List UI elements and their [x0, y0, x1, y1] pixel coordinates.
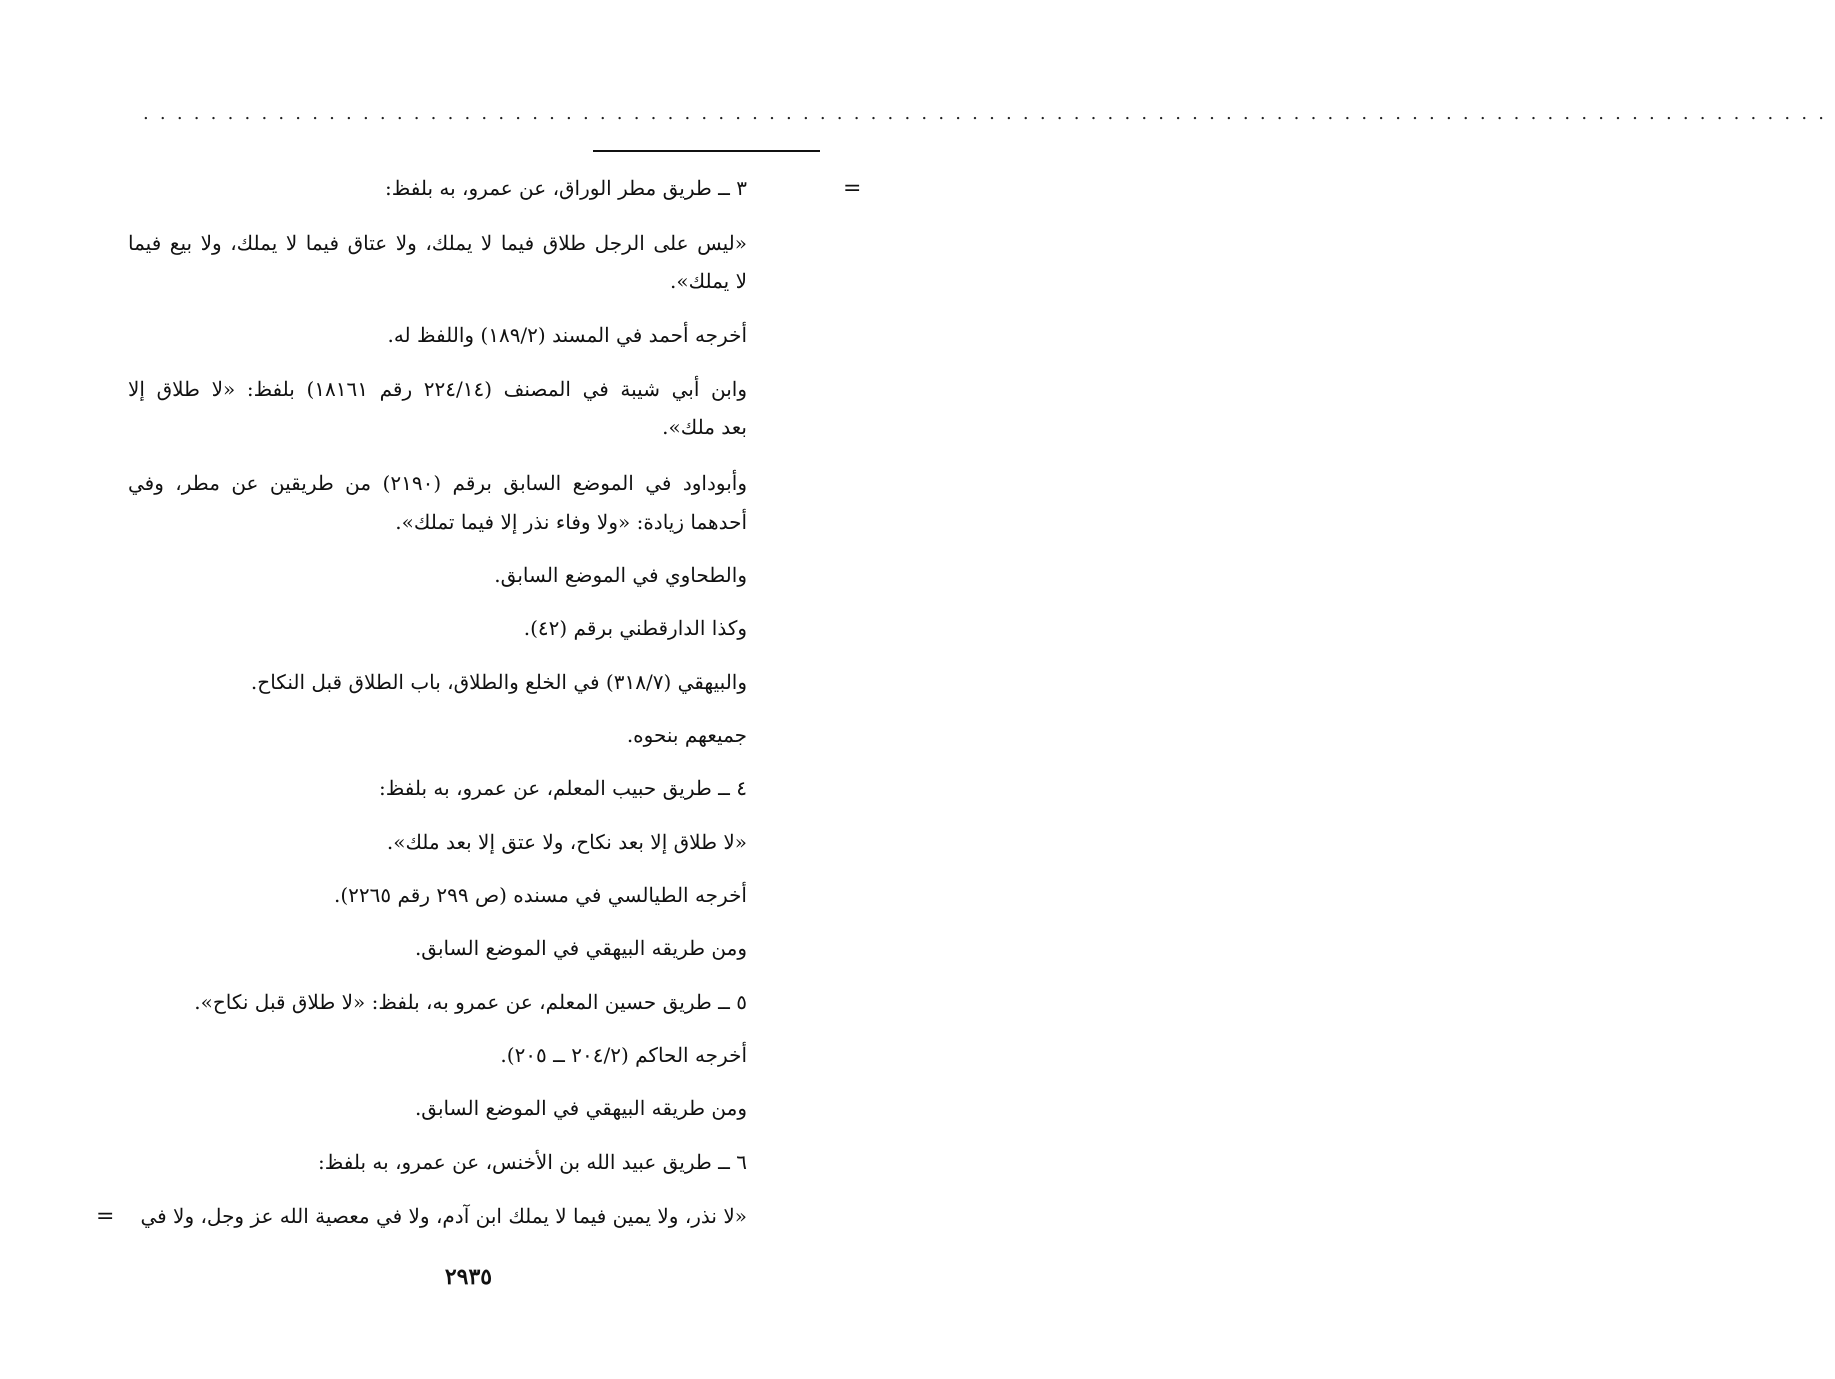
- text-line-3: لا يملك».: [670, 269, 747, 293]
- text-line-9: والطحاوي في الموضع السابق.: [494, 563, 747, 587]
- text-line-13: ٤ ــ طريق حبيب المعلم، عن عمرو، به بلفظ:: [379, 776, 747, 800]
- text-line-7: وأبوداود في الموضع السابق برقم (٢١٩٠) من طريقين عن مطر، وفي: [128, 471, 747, 495]
- text-line-4: أخرجه أحمد في المسند (١٨٩/٢) واللفظ له.: [387, 323, 747, 347]
- dotted-header-rule: ....................................................................................................: [143, 103, 1835, 124]
- text-line-10: وكذا الدارقطني برقم (٤٢).: [523, 616, 747, 640]
- text-line-15: أخرجه الطيالسي في مسنده (ص ٢٩٩ رقم ٢٢٦٥).: [333, 883, 747, 907]
- text-line-16: ومن طريقه البيهقي في الموضع السابق.: [414, 936, 747, 960]
- text-line-19: ومن طريقه البيهقي في الموضع السابق.: [414, 1096, 747, 1120]
- text-line-17: ٥ ــ طريق حسين المعلم، عن عمرو به، بلفظ: «لا طلاق قبل نكاح».: [194, 990, 747, 1014]
- text-line-11: والبيهقي (٣١٨/٧) في الخلع والطلاق، باب الطلاق قبل النكاح.: [250, 670, 747, 694]
- continuation-mark-top: =: [843, 176, 862, 201]
- text-line-21: «لا نذر، ولا يمين فيما لا يملك ابن آدم، ولا في معصية الله عز وجل، ولا في: [140, 1204, 747, 1228]
- page-number: ٢٩٣٥: [444, 1264, 493, 1290]
- text-line-2: «ليس على الرجل طلاق فيما لا يملك، ولا عتاق فيما لا يملك، ولا بيع فيما: [128, 231, 747, 255]
- text-line-6: بعد ملك».: [662, 415, 747, 439]
- text-line-18: أخرجه الحاكم (٢٠٤/٢ ــ ٢٠٥).: [500, 1043, 747, 1067]
- text-line-12: جميعهم بنحوه.: [626, 723, 747, 747]
- text-line-5: وابن أبي شيبة في المصنف (٢٢٤/١٤ رقم ١٨١٦١) بلفظ: «لا طلاق إلا: [128, 377, 748, 401]
- continuation-mark-bottom: =: [96, 1204, 115, 1229]
- footnote-separator-line: [593, 150, 820, 152]
- text-line-1: ٣ ــ طريق مطر الوراق، عن عمرو، به بلفظ:: [385, 176, 747, 200]
- text-line-8: أحدهما زيادة: «ولا وفاء نذر إلا فيما تملك».: [395, 510, 747, 534]
- text-line-20: ٦ ــ طريق عبيد الله بن الأخنس، عن عمرو، به بلفظ:: [318, 1150, 747, 1174]
- text-line-14: «لا طلاق إلا بعد نكاح، ولا عتق إلا بعد ملك».: [386, 830, 747, 854]
